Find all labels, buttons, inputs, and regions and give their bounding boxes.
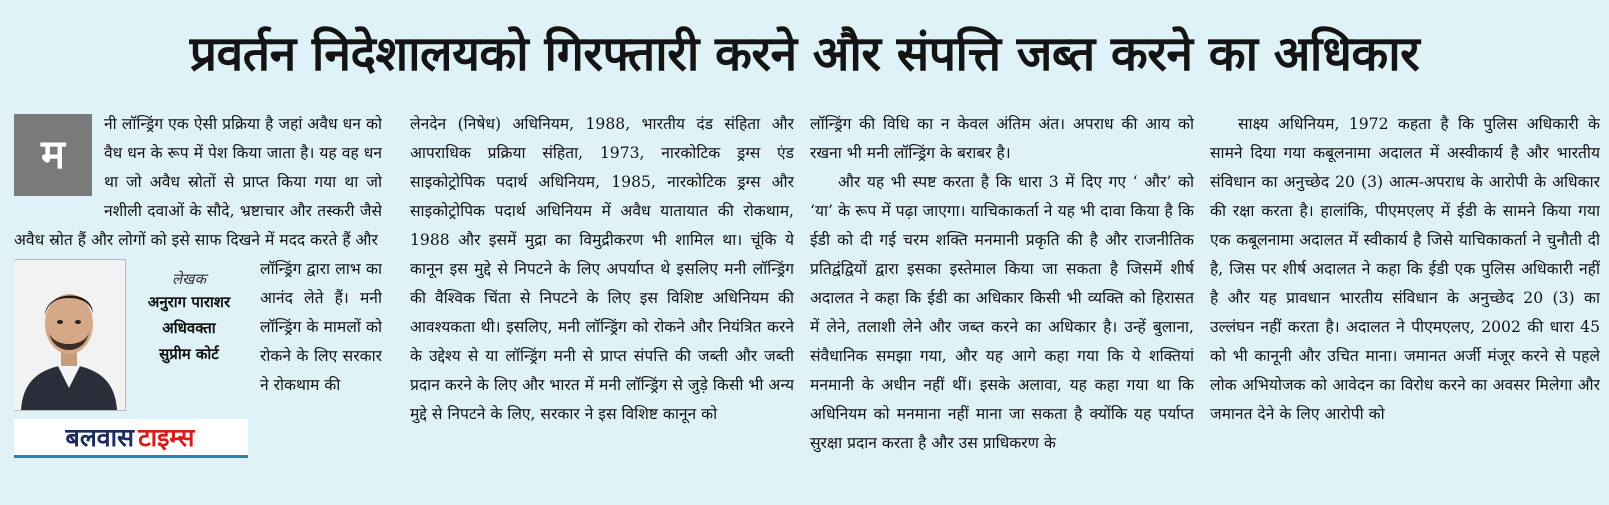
article-column-1 — [14, 110, 382, 505]
author-role: अधिवक्ता — [162, 319, 216, 337]
article-column-2 — [410, 110, 794, 505]
author-tag: लेखक — [172, 270, 206, 288]
column-2-text: लेनदेन (निषेध) अधिनियम, 1988, भारतीय दंड संहिता और आपराधिक प्रक्रिया संहिता, 1973, नारकोटिक ड्रग्स एंड साइकोट्रोपिक पदार्थ अधिनियम, 1985, नारकोटिक ड्रग्स और साइकोट्रोपिक पदार्थ अधिनियम में अवैध यातायात की रोकथाम, 1988 और इसमें मुद्रा का विमुद्रीकरण भी शामिल था। चूंकि ये कानून इस मुद्दे से निपटने के लिए अपर्याप्त थे इसलिए मनी लॉन्ड्रिंग की वैश्विक चिंता से निपटने के लिए इस विशिष्ट अधिनियम की आवश्यकता थी। इसलिए, मनी लॉन्ड्रिंग को रोकने और नियंत्रित करने के उद्देश्य से या लॉन्ड्रिंग मनी से प्राप्त संपत्ति की जब्ती और जब्ती प्रदान करने के लिए और भारत में मनी लॉन्ड्रिंग से जुड़े किसी भी अन्य मुद्दे से निपटने के लिए, सरकार ने इस विशिष्ट कानून को — [410, 115, 794, 423]
article-column-3 — [810, 110, 1194, 505]
drop-cap: म — [14, 114, 92, 196]
column-1-narrow-text: लॉन्ड्रिंग द्वारा लाभ का आनंद लेते हैं। मनी लॉन्ड्रिंग के मामलों को रोकने के लिए सरकार ने रोकथाम की — [260, 260, 382, 394]
author-byline — [14, 259, 248, 457]
logo-part-1: बलवास — [65, 422, 135, 452]
logo-part-2: टाइम्स — [138, 422, 195, 452]
publication-logo — [14, 419, 248, 458]
column-3-paragraph-2: और यह भी स्पष्ट करता है कि धारा 3 में दिए गए ‘ और’ को ‘या’ के रूप में पढ़ा जाएगा। याचिकाकर्ता ने यह भी दावा किया है कि ईडी को दी गई चरम शक्ति मनमानी प्रकृति की है और राजनीतिक प्रतिद्वंद्वियों द्वारा इसका इस्तेमाल किया जा सकता है जिसमें शीर्ष अदालत ने कहा कि ईडी का अधिकार किसी भी व्यक्ति को हिरासत में लेने, तलाशी लेने और जब्त करने का अधिकार है। उन्हें बुलाना, संवैधानिक समझा गया, और यह आगे कहा गया कि ये शक्तियां मनमानी के अधीन नहीं थीं। इसके अलावा, यह कहा गया था कि अधिनियम को मनमाना नहीं माना जा सकता है क्योंकि यह पर्याप्त सुरक्षा प्रदान करता है और उस प्राधिकरण के — [810, 173, 1194, 452]
article-column-4 — [1210, 110, 1600, 505]
column-3-paragraph-1: लॉन्ड्रिंग की विधि का न केवल अंतिम अंत। अपराध की आय को रखना भी मनी लॉन्ड्रिंग के बराबर है। — [810, 115, 1194, 162]
column-1-intro: नी लॉन्ड्रिंग एक ऐसी प्रक्रिया है जहां अवैध धन को वैध धन के रूप में पेश किया जाता है। यह वह धन था जो अवैध स्रोतों से प्राप्त किया गया था जो नशीली दवाओं के सौदे, भ्रष्टाचार और तस्करी जैसे अवैध स्रोत हैं और लोगों को इसे साफ दिखने में मदद करते हैं और — [14, 115, 382, 249]
author-photo — [14, 259, 126, 411]
author-info — [130, 269, 248, 367]
author-portrait-icon — [14, 260, 125, 410]
column-4-text: साक्ष्य अधिनियम, 1972 कहता है कि पुलिस अधिकारी के सामने दिया गया कबूलनामा अदालत में अस्वीकार्य है और भारतीय संविधान का अनुच्छेद 20 (3) आत्म-अपराध के आरोपी के अधिकार की रक्षा करता है। हालांकि, पीएमएलए में ईडी के सामने किया गया एक कबूलनामा अदालत में स्वीकार्य है जिसे याचिकाकर्ता ने चुनौती दी है, जिस पर शीर्ष अदालत ने कहा कि ईडी एक पुलिस अधिकारी नहीं है और यह प्रावधान भारतीय संविधान के अनुच्छेद 20 (3) का उल्लंघन नहीं करता है। अदालत ने पीएमएलए, 2002 की धारा 45 को भी कानूनी और उचित माना। जमानत अर्जी मंजूर करने से पहले लोक अभियोजक को आवेदन का विरोध करने का अवसर मिलेगा और जमानत देने के लिए आरोपी को — [1210, 115, 1600, 423]
headline: प्रवर्तन निदेशालयको गिरफ्तारी करने और संपत्ति जब्त करने का अधिकार — [189, 26, 1420, 82]
author-name: अनुराग पाराशर — [147, 293, 231, 311]
author-court: सुप्रीम कोर्ट — [159, 345, 219, 363]
